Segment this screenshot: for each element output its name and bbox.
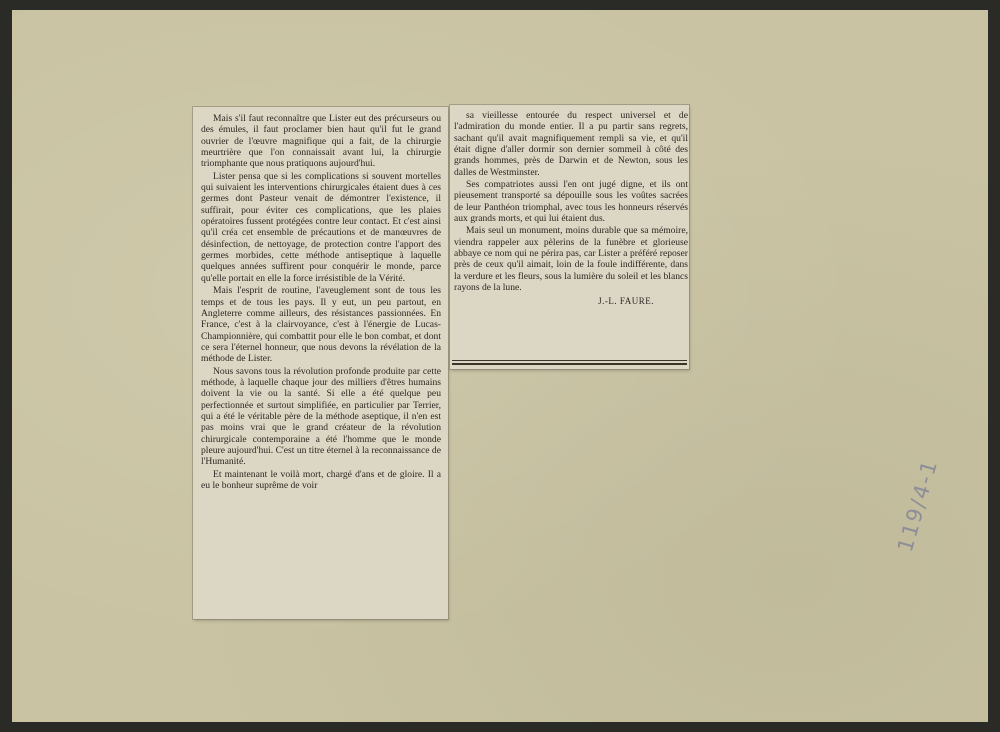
paragraph: Nous savons tous la révolution profonde produite par cette méthode, à laquelle chaque jour des milliers d'êtres humains doivent la vie ou la santé. Si elle a été quelque peu perfectionnée et surtout simplifiée, en particulier par Terrier, qui a été le véritable père de la méthode aseptique, il n'en est pas moins vrai que le grand créateur de la révolution chirurgicale contemporaine a été l'homme que le monde pleure aujourd'hui. C'est un titre éternel à la reconnaissance de l'Humanité. [201,365,441,468]
paragraph: Mais l'esprit de routine, l'aveuglement sont de tous les temps et de tous les pays. Il y eut, un peu partout, en Angleterre comme ailleurs, des résistances passionnées. En France, c'est à la clairvoyance, c'est à l'énergie de Lucas-Championnière, qui combattit pour elle le bon combat, et dont ce sera l'éternel honneur, que nous devons la révélation de la méthode de Lister. [201,285,441,365]
paragraph: Et maintenant le voilà mort, chargé d'ans et de gloire. Il a eu le bonheur suprême de voir [201,468,441,491]
clipping-left-column [193,107,448,619]
pencil-inventory-mark: 119/4-1 [893,456,943,555]
clipping-right-column [450,105,689,369]
author-signature: J.-L. FAURE. [598,295,654,306]
paragraph: Mais seul un monument, moins durable que sa mémoire, viendra rappeler aux pèlerins de la funèbre et glorieuse abbaye ce nom qui ne périra pas, car Lister a préféré reposer près de ceux qu'il aimait, loin de la foule indifférente, dans la verdure et les fleurs, sous la lumière du soleil et les blancs rayons de la lune. [454,225,688,294]
paragraph: sa vieillesse entourée du respect universel et de l'admiration du monde entier. Il a pu partir sans regrets, sachant qu'il avait magnifiquement rempli sa vie, et qu'il était digne d'aller dormir son dernier sommeil à côté des grands hommes, près de Darwin et de Newton, sous les dalles de Westminster. [454,110,688,178]
end-rule-thin [452,360,687,361]
article-column-right [454,110,688,307]
paragraph: Lister pensa que si les complications si souvent mortelles qui suivaient les interventions chirurgicales étaient dues à ces germes dont Pasteur venait de démontrer l'existence, il suffirait, pour éviter ces complications, que les plaies opératoires fussent protégées contre leur contact. Et c'est ainsi qu'il créa cet ensemble de précautions et de manœuvres de désinfection, de nettoyage, de protection contre l'apport des germes morbides, cette méthode antiseptique à laquelle quelques années suffirent pour conquérir le monde, parce qu'elle portait en elle la force irrésistible de la Vérité. [201,170,441,284]
end-rule-thick [452,363,687,365]
paragraph: Ses compatriotes aussi l'en ont jugé digne, et ils ont pieusement transporté sa dépouille sous les voûtes sacrées de leur Panthéon triomphal, avec tous les honneurs réservés aux grands morts, et qui lui étaient dus. [454,179,688,225]
article-column-left [201,113,441,492]
paragraph: Mais s'il faut reconnaître que Lister eut des précurseurs ou des émules, il faut proclamer bien haut qu'il fut le grand ouvrier de l'œuvre magnifique qui a fait, de la chirurgie meurtrière que l'on connaissait avant lui, la chirurgie triomphante que nous pratiquons aujourd'hui. [201,113,441,170]
